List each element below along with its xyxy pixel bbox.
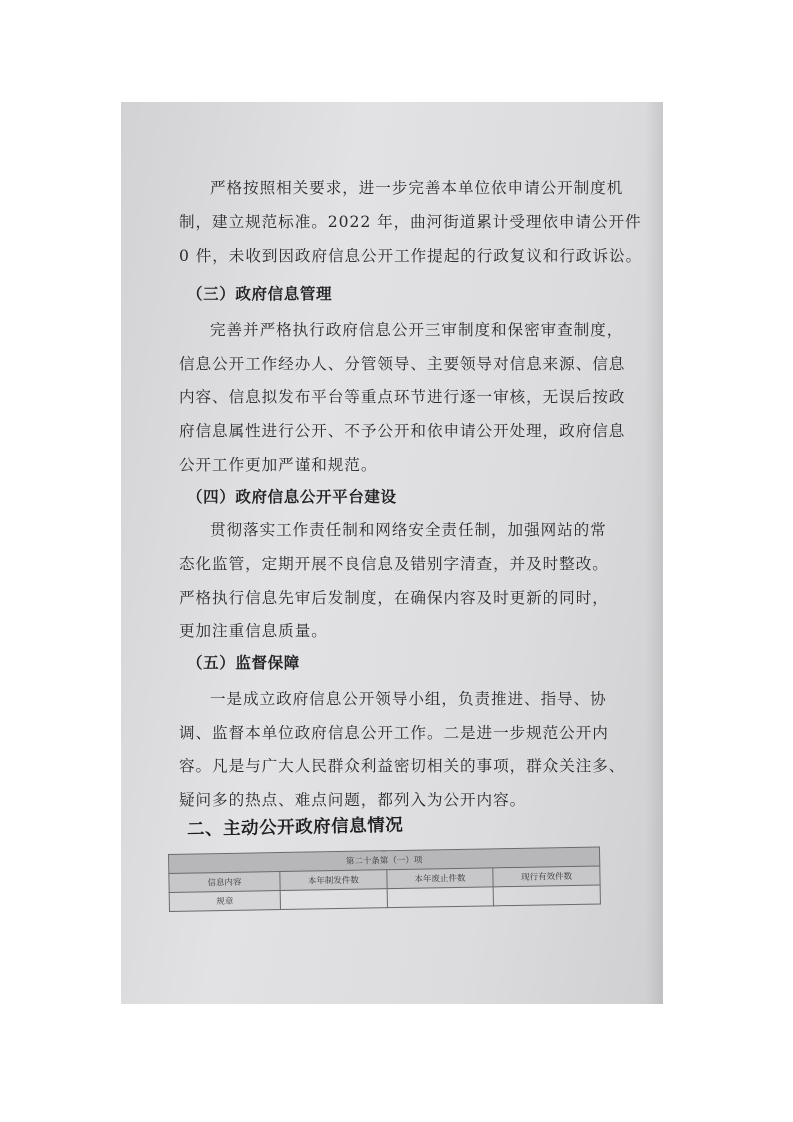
text-line: 态化监管，定期开展不良信息及错别字清查，并及时整改。 [179,555,609,573]
text-line: 严格按照相关要求，进一步完善本单位依申请公开制度机 [210,179,624,197]
table-cell [280,889,387,910]
disclosure-table [168,846,601,938]
text-line: 严格执行信息先审后发制度，在确保内容及时更新的同时， [179,589,609,607]
column-header: 信息内容 [169,872,280,893]
text-line: 公开工作更加严谨和规范。 [179,456,378,474]
column-header: 现行有效件数 [493,866,600,887]
text-line: 内容、信息拟发布平台等重点环节进行逐一审核，无误后按政 [179,388,626,406]
text-line: 容。凡是与广大人民群众利益密切相关的事项，群众关注多、 [179,757,626,775]
text-line: 贯彻落实工作责任制和网络安全责任制，加强网站的常 [210,521,607,539]
text-line: 一是成立政府信息公开领导小组，负责推进、指导、协 [210,690,607,708]
table-cell [387,887,494,908]
text-line: 更加注重信息质量。 [179,622,328,640]
text-line: 完善并严格执行政府信息公开三审制度和保密审查制度， [210,321,624,339]
text-line: 疑问多的热点、难点问题，都列入为公开内容。 [179,791,527,809]
text-line: 调、监督本单位政府信息公开工作。二是进一步规范公开内 [179,724,609,742]
table-header: 第二十条第（一）项 [169,847,600,874]
column-header: 本年废止件数 [386,868,493,889]
text-line: 制，建立规范标准。2022 年，曲河街道累计受理依申请公开件 [179,213,642,231]
text-line: 府信息属性进行公开、不予公开和依申请公开处理，政府信息 [179,422,626,440]
heading-section-3: （三）政府信息管理 [187,285,333,303]
heading-section-4: （四）政府信息公开平台建设 [187,488,397,506]
document-photo [121,102,663,1004]
table-cell [493,885,600,906]
text-line: 0 件，未收到因政府信息公开工作提起的行政复议和行政诉讼。 [179,247,643,265]
section-2-title: 二、主动公开政府信息情况 [186,815,404,840]
text-line: 信息公开工作经办人、分管领导、主要领导对信息来源、信息 [179,355,626,373]
heading-section-5: （五）监督保障 [187,654,300,672]
table-cell: 规章 [169,891,280,912]
column-header: 本年制发件数 [280,870,387,891]
